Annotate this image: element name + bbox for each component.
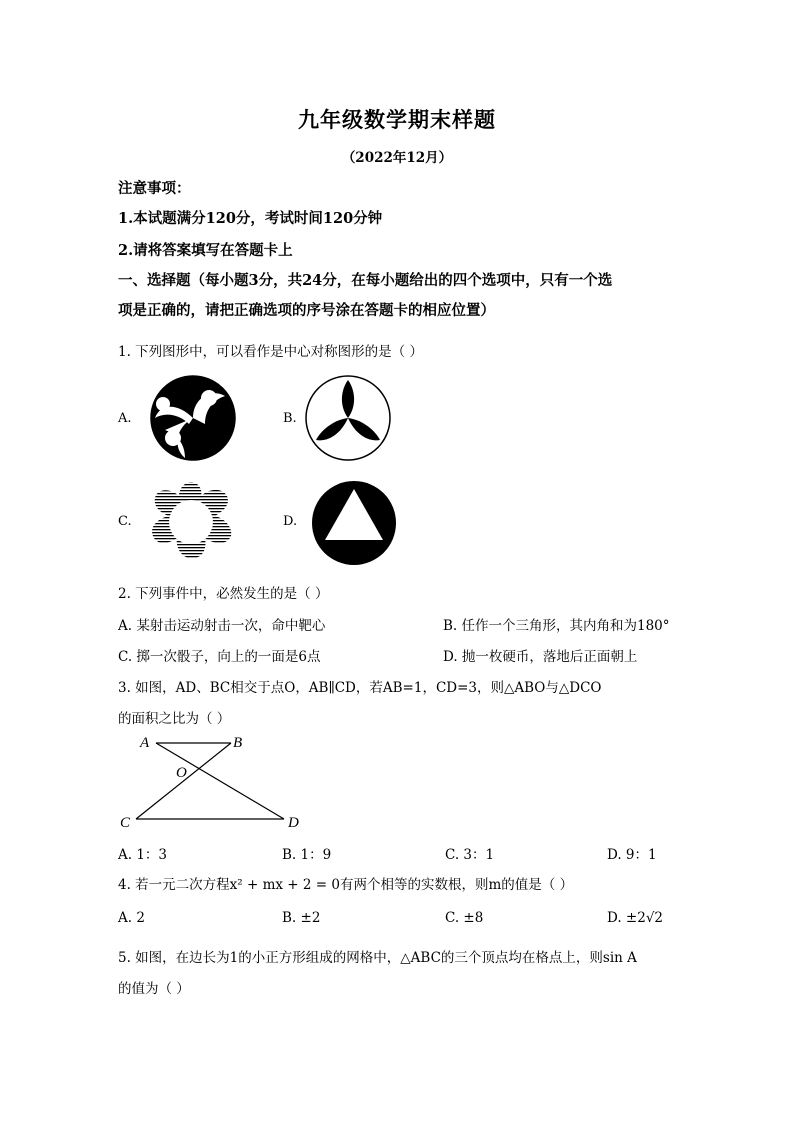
question-5-stem-line-1: 5. 如图，在边长为1的小正方形组成的网格中，△ABC的三个顶点均在格点上，则sin A [118,950,637,966]
notes-item-2: 2.请将答案填写在答题卡上 [118,242,293,259]
q4-option-d: D. ±2√2 [607,910,664,926]
question-3-stem-line-2: 的面积之比为（ ） [118,711,231,727]
q1-option-d-figure [311,480,397,566]
q3-option-a: A. 1：3 [118,847,168,863]
q1-option-b-figure [304,374,392,462]
q2-option-d: D. 抛一枚硬币，落地后正面朝上 [443,649,638,665]
q1-option-a-figure [149,374,237,462]
q2-option-b: B. 任作一个三角形，其内角和为180° [443,618,670,634]
q3-option-d: D. 9：1 [607,847,657,863]
q3-label-b: B [233,735,243,751]
q4-option-a: A. 2 [118,910,145,926]
notes-item-1: 1.本试题满分120分，考试时间120分钟 [118,210,383,227]
question-1-stem: 1. 下列图形中，可以看作是中心对称图形的是（ ） [118,344,423,360]
q4-option-b: B. ±2 [282,910,321,926]
q3-label-c: C [120,815,131,831]
q2-option-a: A. 某射击运动射击一次，命中靶心 [118,618,326,634]
q3-option-c: C. 3：1 [445,847,495,863]
q4-option-c: C. ±8 [445,910,484,926]
q1-option-d-label: D. [283,514,298,529]
section-1-line-1: 一、选择题（每小题3分，共24分，在每小题给出的四个选项中，只有一个选 [118,272,613,289]
q3-label-a: A [140,735,150,751]
question-2-stem: 2. 下列事件中，必然发生的是（ ） [118,586,329,602]
q3-figure [118,733,318,833]
q3-option-b: B. 1：9 [282,847,332,863]
section-1-line-2: 项是正确的，请把正确选项的序号涂在答题卡的相应位置） [118,302,495,319]
question-5-stem-line-2: 的值为（ ） [118,981,190,997]
question-3-stem-line-1: 3. 如图，AD、BC相交于点O，AB∥CD，若AB=1，CD=3，则△ABO与△DCO [118,680,602,696]
q3-label-o: O [176,765,187,781]
q1-option-b-label: B. [283,411,297,426]
q1-option-a-label: A. [118,411,132,426]
q3-label-d: D [288,815,299,831]
exam-date: （2022年12月） [341,150,453,166]
q1-option-c-figure [145,478,237,562]
notes-heading: 注意事项： [118,180,191,197]
page-title: 九年级数学期末样题 [298,107,496,132]
question-4-stem: 4. 若一元二次方程x² + mx + 2 = 0有两个相等的实数根，则m的值是（ ） [118,877,574,893]
q1-option-c-label: C. [118,514,132,529]
q2-option-c: C. 掷一次骰子，向上的一面是6点 [118,649,321,665]
